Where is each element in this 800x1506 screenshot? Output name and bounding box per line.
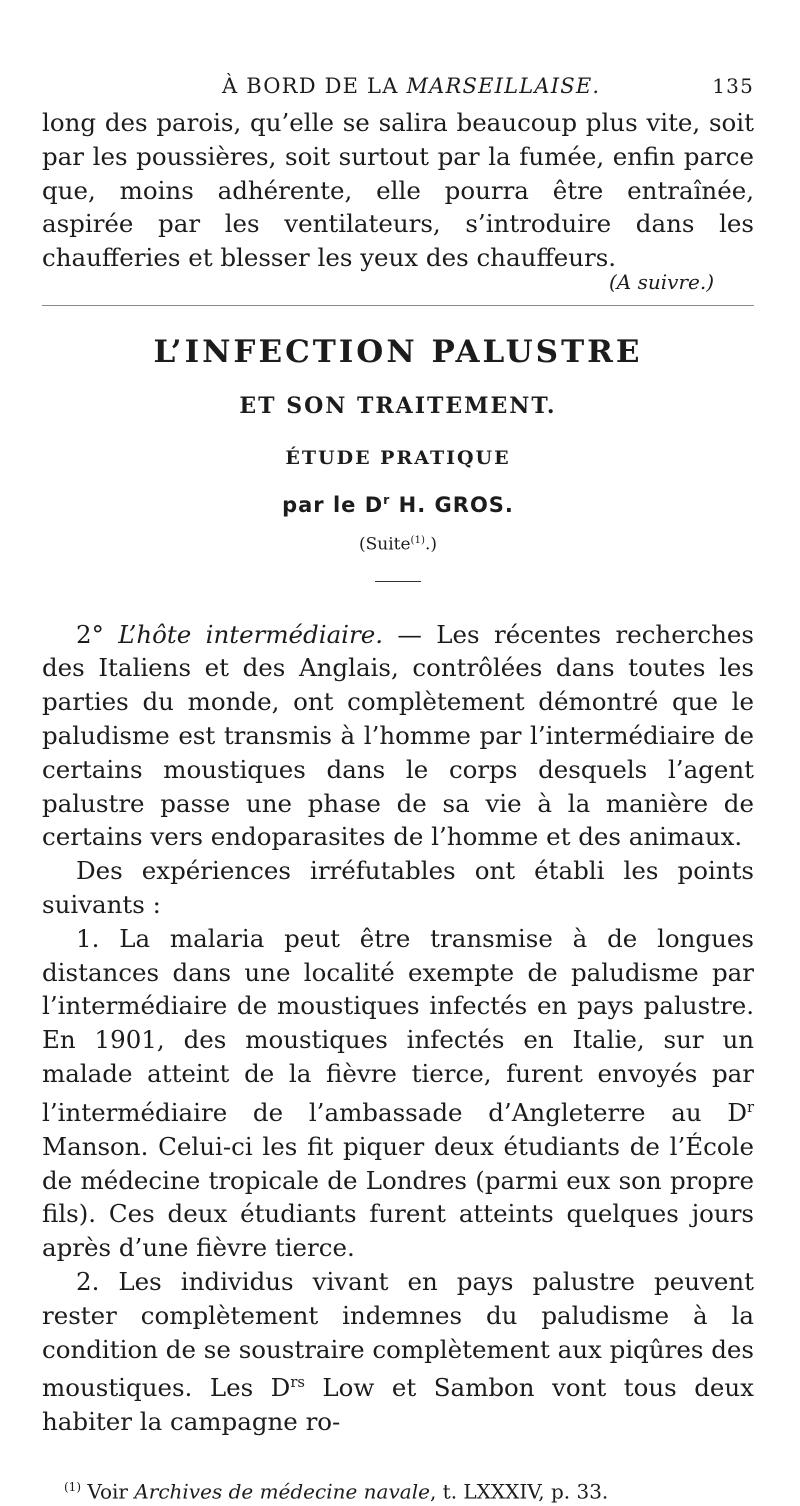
page-number: 135 xyxy=(712,74,754,98)
paragraph-point-2: 2. Les individus vivant en pays palustre peuvent rester complètement indemnes du paludisme à la condition de se soustraire complètement aux piqûres des moustiques. Les $D^{rs}$ Low et Sambon vont tous deux habiter la campagne ro- xyxy=(42,1266,754,1437)
section-number: 2° xyxy=(76,619,119,649)
title-divider xyxy=(375,581,421,582)
article-subtitle: ET SON TRAITEMENT. xyxy=(239,392,557,419)
running-title-italic: MARSEILLAISE. xyxy=(406,74,601,98)
footnote-ref[interactable]: (1) xyxy=(410,534,425,546)
footnote-source: Archives de médecine navale xyxy=(134,1479,430,1504)
article-title: L’INFECTION PALUSTRE xyxy=(153,333,643,370)
footnote-marker: (1) xyxy=(64,1480,81,1495)
continuation-paragraph: long des parois, qu’elle se salira beaucoup plus vite, soit par les poussières, soit surtout par la fumée, enfin parce que, moins adhérente, elle pourra être entraînée, aspirée par les ventilateurs, s’introduire dans les chaufferies et blesser les yeux des chauffeurs. xyxy=(42,108,754,273)
section-divider xyxy=(42,305,754,306)
section-paragraph: 2° L’hôte intermédiaire. — Les récentes recherches des Italiens et des Anglais, contrôlées dans toutes les parties du monde, ont complètement démontré que le paludisme est transmis à l’homme par l’intermédiaire de certains moustiques dans le corps desquels l’agent palustre passe une phase de sa vie à la manière de certains vers endoparasites de l’homme et des animaux. xyxy=(42,619,754,852)
article-subtitle-study: ÉTUDE PRATIQUE xyxy=(285,446,511,469)
running-header xyxy=(42,70,754,106)
to-follow-note: (A suivre.) xyxy=(609,269,714,294)
running-title-plain: À BORD DE LA xyxy=(222,74,407,98)
page-content xyxy=(42,70,754,1506)
article-continuation-note: (Suite$^{(1)}$.) xyxy=(358,534,438,555)
paragraph-point-1: 1. La malaria peut être transmise à de longues distances dans une localité exempte de paludisme par l’intermédiaire de moustiques infectés en pays palustre. En 1901, des moustiques infectés en Italie, sur un malade atteint de la fièvre tierce, furent envoyés par l’intermédiaire de l’ambassade d’Angleterre au $D^r$ Manson. Celui-ci les fit piquer deux étudiants de l’École de médecine tropicale de Londres (parmi eux son propre fils). Ces deux étudiants furent atteints quelques jours après d’une fièvre tierce. xyxy=(42,923,754,1263)
running-title xyxy=(222,74,600,98)
section-heading: L’hôte intermédiaire. xyxy=(118,619,384,649)
footnote: $^{(1)}$ Voir Archives de médecine navale, t. LXXXIV, p. 33. xyxy=(64,1479,609,1504)
article-author: par le $D^r$ H. GROS. xyxy=(282,491,514,517)
paragraph-points-intro: Des expériences irréfutables ont établi les points suivants : xyxy=(42,856,754,920)
